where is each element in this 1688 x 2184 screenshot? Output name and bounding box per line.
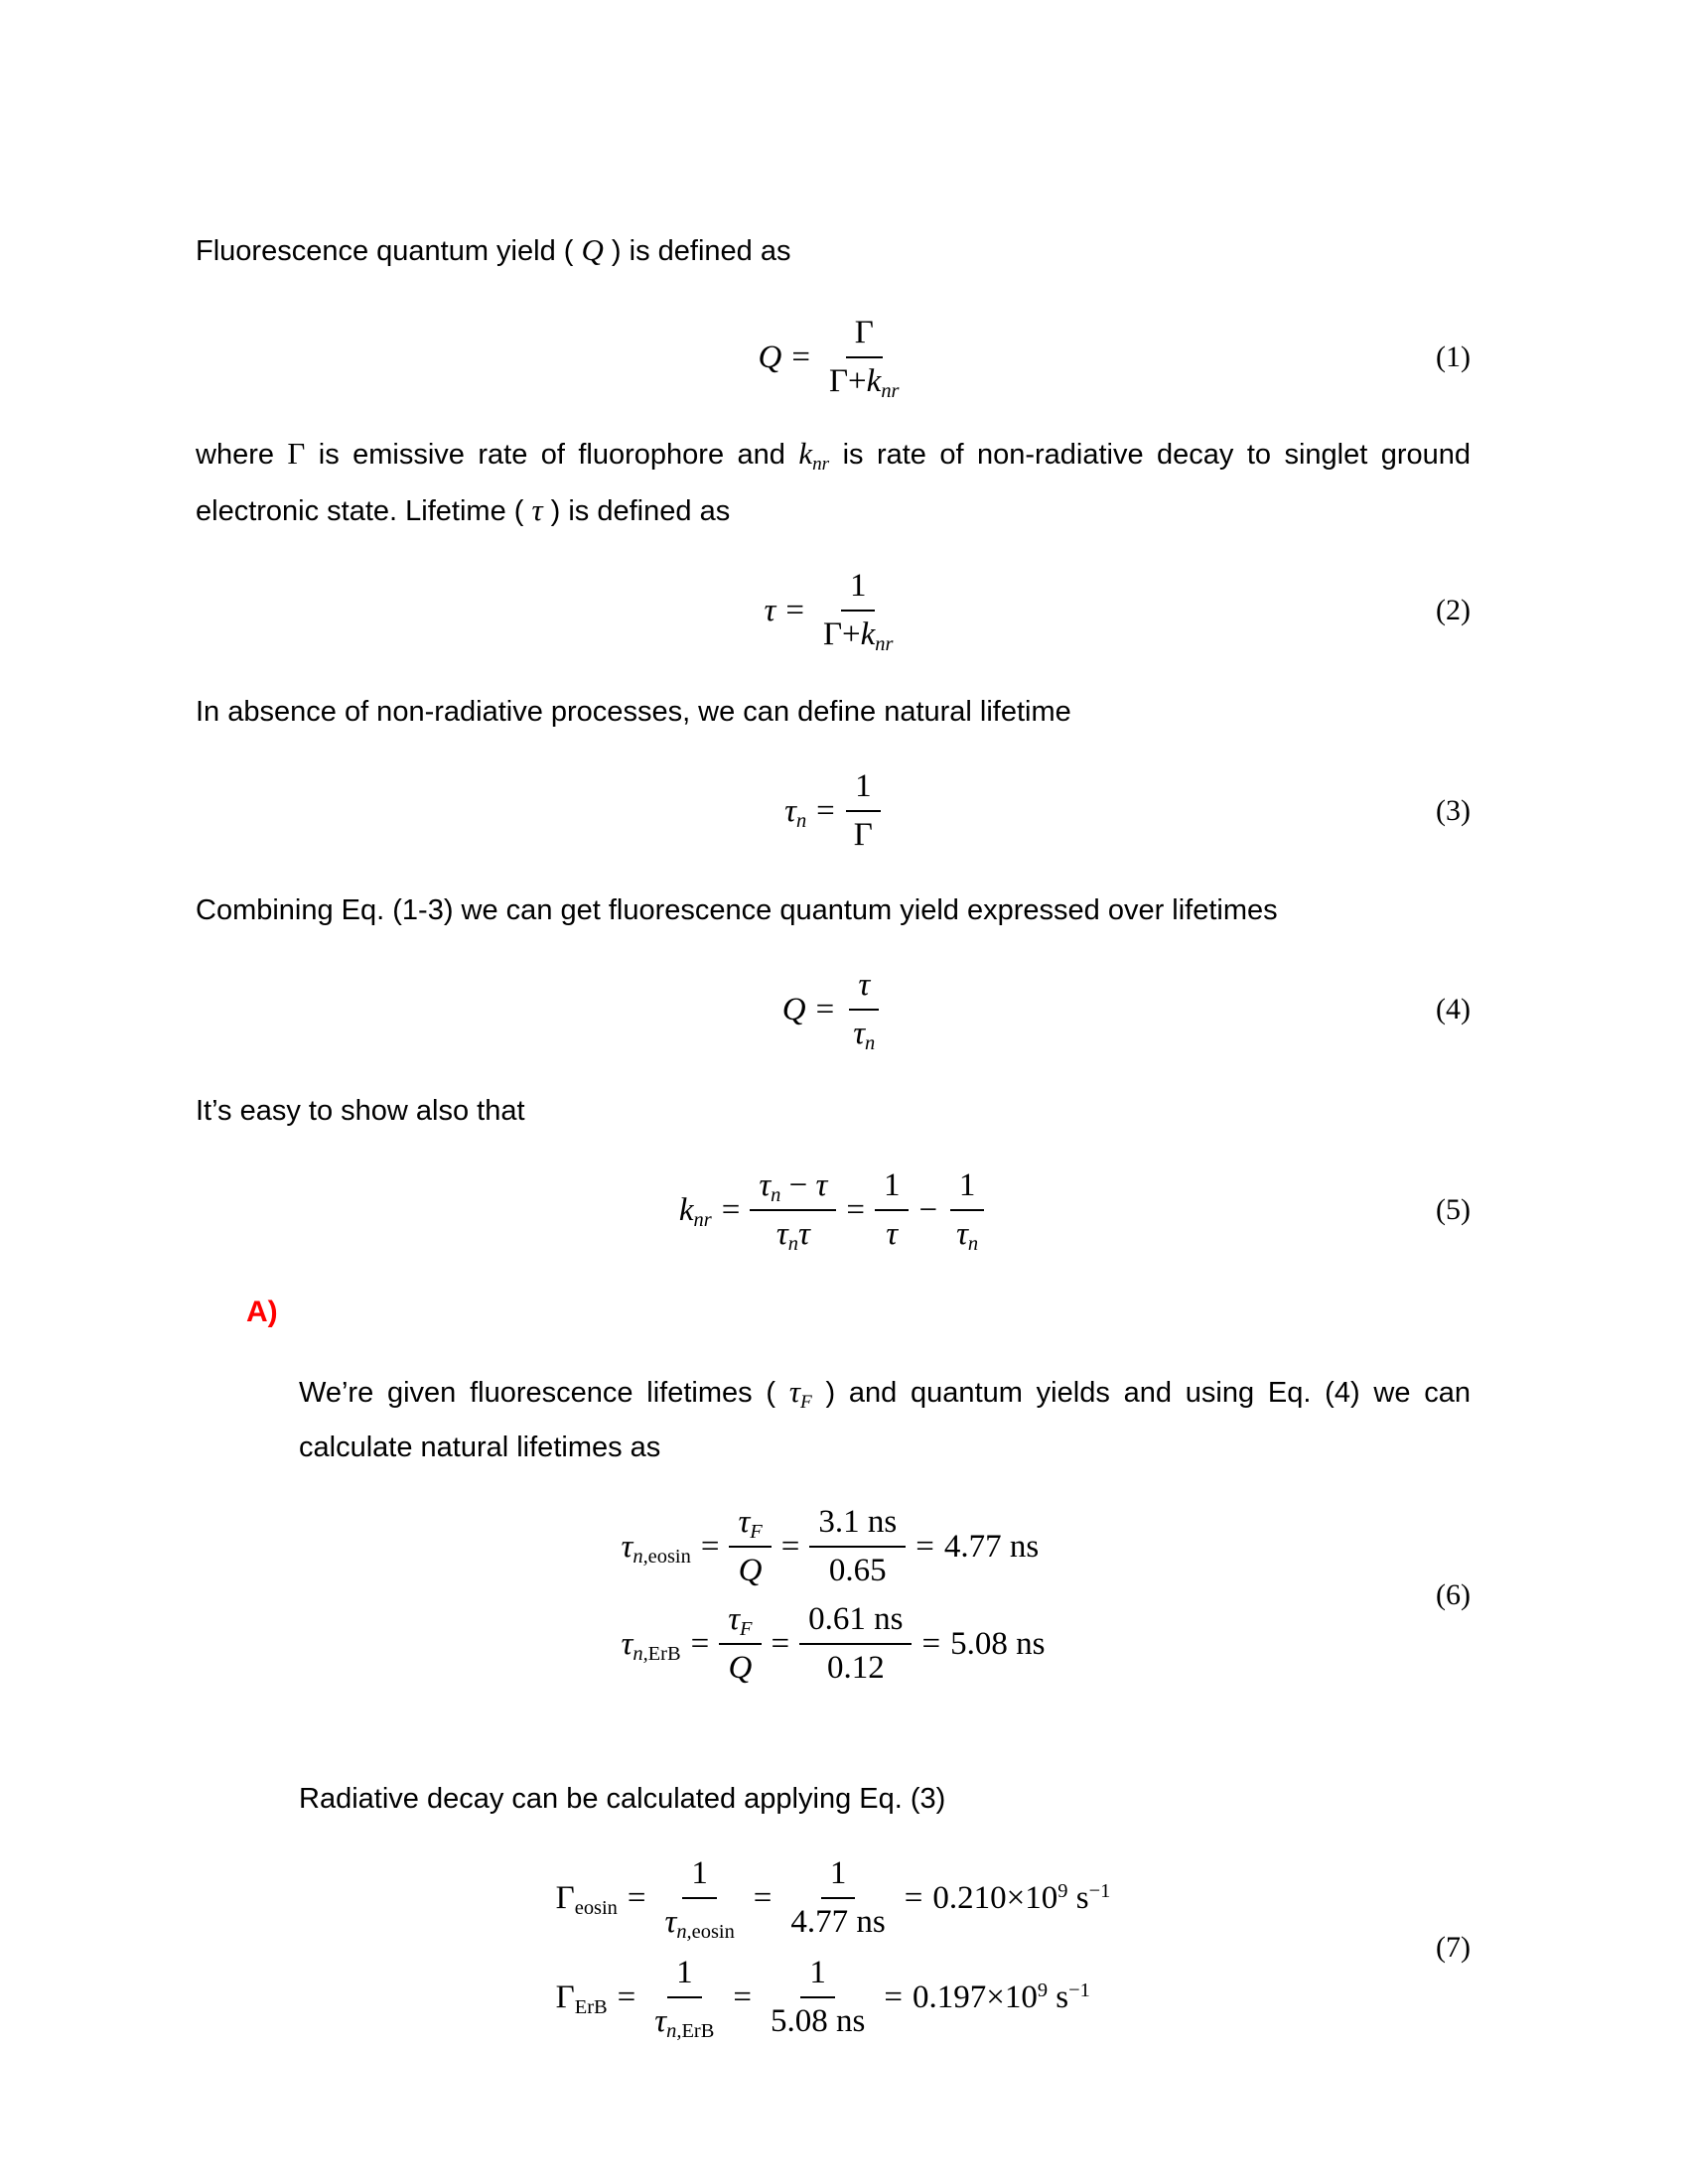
eq1-numerator: Γ xyxy=(846,315,883,358)
paragraph-combining: Combining Eq. (1-3) we can get fluorescence quantum yield expressed over lifetimes xyxy=(196,894,1278,926)
eq7l2-f2-numerator: 1 xyxy=(800,1955,835,1998)
eq7l1-equals-1: = xyxy=(627,1879,646,1916)
eq3-lhs xyxy=(784,793,806,830)
eq6l1-lhs-sub xyxy=(633,1546,690,1568)
eq5-k: k xyxy=(678,1191,694,1228)
equation-2 xyxy=(196,568,1471,656)
p2-text-3: is rate of non-radiative decay to singlet ground electronic state. Lifetime ( xyxy=(196,439,1471,527)
eq1-lhs: Q xyxy=(758,339,782,375)
p2-text-1: where xyxy=(196,439,288,471)
equation-7-stack xyxy=(555,1855,1111,2043)
eq7l2-result-unit: s xyxy=(1055,1979,1069,2015)
paragraph-radiative-decay: Radiative decay can be calculated applying Eq. (3) xyxy=(299,1783,946,1815)
eq7l1-gamma: Γ xyxy=(555,1879,575,1916)
eq7l2-equals-3: = xyxy=(884,1979,903,2015)
eq2-numerator: 1 xyxy=(841,568,876,612)
eq2-equals: = xyxy=(785,592,804,628)
eq7l2-fraction-2 xyxy=(762,1955,874,2040)
p2-text-4: ) is defined as xyxy=(542,495,731,527)
eq7l2-f1-den-sub xyxy=(666,2020,714,2042)
equation-7-line-1 xyxy=(555,1855,1111,1944)
eq6l1-lhs xyxy=(622,1529,691,1566)
eq7l2-f1-den-tau: τ xyxy=(654,2003,667,2039)
eq7l2-f1-denominator xyxy=(645,1998,723,2043)
equation-6-line-2 xyxy=(622,1601,1046,1687)
eq6l1-fraction-1 xyxy=(729,1504,771,1589)
eq7l1-f1-denominator xyxy=(656,1899,744,1944)
equation-7-line-2 xyxy=(555,1955,1090,2043)
eq7l1-result-unit-exp: −1 xyxy=(1088,1880,1111,1903)
eq7l1-lhs xyxy=(556,1880,618,1917)
eq6l2-f1-tau: τ xyxy=(728,1601,741,1637)
eq7l2-result-unit-exp: −1 xyxy=(1068,1979,1090,2002)
eq5-sub-nr: nr xyxy=(693,1208,712,1231)
eq6l2-equals-3: = xyxy=(921,1625,941,1662)
eq7l1-f1-den-sub-n: n, xyxy=(676,1921,692,1944)
equation-3 xyxy=(196,768,1471,854)
eq6l1-f2-denominator: 0.65 xyxy=(828,1553,887,1588)
eq2-denominator xyxy=(814,612,903,656)
eq6l2-f1-sub-F: F xyxy=(740,1618,753,1641)
eq7l1-f1-den-sub xyxy=(676,1921,734,1943)
eq5-equals-2: = xyxy=(846,1191,865,1228)
eq7l2-sub-erb: ErB xyxy=(574,1995,608,2018)
equation-4-number: (4) xyxy=(1436,993,1471,1025)
eq5-f3-den-sub-n: n xyxy=(967,1233,979,1256)
eq1-equals: = xyxy=(791,339,810,375)
equation-4-body xyxy=(781,967,885,1055)
eq7l1-result-unit: s xyxy=(1075,1879,1089,1916)
eq6l1-f1-numerator xyxy=(729,1504,771,1548)
knr-symbol xyxy=(798,436,830,475)
paragraph-easy-to-show: It’s easy to show also that xyxy=(196,1095,525,1127)
equation-3-number: (3) xyxy=(1436,794,1471,827)
p1-text-1: Fluorescence quantum yield ( xyxy=(196,235,582,267)
eq6l1-result: 4.77 ns xyxy=(943,1528,1040,1565)
paragraph-natural-lifetime: In absence of non-radiative processes, we can define natural lifetime xyxy=(196,696,1071,728)
eq5-f1-den-sub-n: n xyxy=(787,1233,798,1256)
eq6l2-lhs-sub xyxy=(633,1643,680,1665)
eq5-equals-1: = xyxy=(721,1191,741,1228)
eq6l1-sub-n: n, xyxy=(633,1545,648,1568)
eq7l2-f1-den-sub-n: n, xyxy=(666,2020,682,2043)
eq7l1-f1-numerator: 1 xyxy=(682,1855,717,1899)
eq4-denominator xyxy=(844,1011,884,1055)
eq5-f3-den-tau: τ xyxy=(956,1216,968,1252)
eq3-sub-n: n xyxy=(795,809,807,832)
equation-7-number: (7) xyxy=(1436,1931,1471,1964)
eq5-f2-numerator: 1 xyxy=(875,1167,910,1211)
equation-1-body xyxy=(758,315,908,403)
eq6l1-f1-sub-F: F xyxy=(750,1521,763,1544)
eq6l1-equals-1: = xyxy=(700,1528,720,1565)
eq7l1-f1-den-sub-eosin: eosin xyxy=(691,1921,735,1944)
p6-text-2: ) and quantum yields and using Eq. (4) we can calculate natural lifetimes as xyxy=(299,1377,1471,1463)
eq7l1-result-exp: 9 xyxy=(1057,1880,1068,1903)
eq6l2-fraction-2 xyxy=(799,1601,912,1687)
eq7l2-f1-den-sub-erb: ErB xyxy=(681,2020,715,2043)
p6-sub-F: F xyxy=(799,1391,812,1413)
eq5-f1-num-tau1: τ xyxy=(759,1167,772,1203)
eq7l1-equals-3: = xyxy=(904,1879,923,1916)
eq7l1-equals-2: = xyxy=(753,1879,773,1916)
eq5-fraction-2 xyxy=(875,1167,910,1253)
eq3-numerator: 1 xyxy=(846,768,881,812)
p6-text-1: We’re given fluorescence lifetimes ( xyxy=(299,1377,789,1409)
eq4-den-tau: τ xyxy=(853,1016,866,1051)
p1-text-2: ) is defined as xyxy=(603,235,791,267)
paragraph-part-a-intro xyxy=(299,1364,1471,1475)
eq7l2-result-exp: 9 xyxy=(1037,1979,1049,2002)
tauF-symbol xyxy=(788,1374,812,1413)
eq6l1-f1-denominator: Q xyxy=(738,1553,763,1588)
eq1-fraction xyxy=(820,315,909,403)
p6-tau: τ xyxy=(788,1374,800,1409)
eq6l2-f1-numerator xyxy=(719,1601,761,1645)
eq7l2-equals-2: = xyxy=(733,1979,752,2015)
eq2-lhs: τ xyxy=(764,592,776,628)
eq7l1-f2-denominator: 4.77 ns xyxy=(790,1904,886,1940)
eq1-den-k: k xyxy=(866,363,882,399)
eq5-f2-denominator: τ xyxy=(886,1216,899,1252)
eq5-f1-num-sub-n: n xyxy=(771,1184,781,1207)
eq1-den-gamma-plus: Γ+ xyxy=(828,363,867,399)
eq6l2-lhs xyxy=(622,1626,681,1663)
eq3-fraction xyxy=(845,768,882,854)
eq5-f1-den-tau2: τ xyxy=(797,1216,810,1252)
eq1-denominator xyxy=(820,358,909,403)
eq1-den-sub-nr: nr xyxy=(881,380,900,403)
eq5-fraction-3 xyxy=(947,1167,987,1256)
equation-5 xyxy=(196,1167,1471,1256)
equation-1 xyxy=(196,315,1471,403)
eq6l2-equals-2: = xyxy=(771,1625,790,1662)
eq5-fraction-1 xyxy=(750,1167,836,1256)
eq7l1-result xyxy=(932,1880,1110,1917)
eq7l2-equals-1: = xyxy=(617,1979,636,2015)
eq5-f1-minus: − xyxy=(788,1167,808,1203)
eq6l2-f2-denominator: 0.12 xyxy=(826,1650,885,1686)
eq3-denominator: Γ xyxy=(853,817,873,853)
eq5-f1-numerator xyxy=(750,1167,836,1211)
equation-5-number: (5) xyxy=(1436,1193,1471,1226)
eq7l1-f2-numerator: 1 xyxy=(821,1855,856,1899)
eq6l1-equals-2: = xyxy=(780,1528,800,1565)
eq7l1-f1-den-tau: τ xyxy=(664,1904,677,1940)
eq5-f3-denominator xyxy=(947,1211,987,1256)
eq6l1-tau: τ xyxy=(621,1528,633,1565)
equation-6 xyxy=(196,1504,1471,1687)
equation-5-body xyxy=(678,1167,987,1256)
eq5-f1-denominator xyxy=(768,1211,819,1256)
gamma-symbol: Γ xyxy=(287,436,306,471)
eq7l2-f2-denominator: 5.08 ns xyxy=(770,2003,866,2039)
eq3-equals: = xyxy=(816,792,835,829)
equation-6-stack xyxy=(622,1504,1046,1687)
eq6l1-fraction-2 xyxy=(809,1504,906,1589)
eq5-lhs xyxy=(679,1192,712,1229)
eq6l1-equals-3: = xyxy=(915,1528,934,1565)
paragraph-definitions xyxy=(196,426,1471,539)
eq7l2-result-base: 0.197×10 xyxy=(912,1979,1038,2015)
equation-1-number: (1) xyxy=(1436,341,1471,373)
eq7l2-result xyxy=(913,1979,1090,2016)
paragraph-intro-quantum-yield xyxy=(196,222,1471,279)
p2-text-2: is emissive rate of fluorophore and xyxy=(305,439,799,471)
eq6l1-f1-tau: τ xyxy=(738,1504,751,1540)
nr-subscript: nr xyxy=(812,453,830,475)
eq6l1-sub-eosin: eosin xyxy=(647,1545,691,1568)
eq4-fraction xyxy=(844,967,884,1055)
eq7l1-fraction-1 xyxy=(656,1855,744,1944)
eq6l2-f2-numerator: 0.61 ns xyxy=(799,1601,912,1645)
eq3-tau: τ xyxy=(784,792,796,829)
eq6l2-f1-denominator: Q xyxy=(728,1650,753,1686)
eq4-numerator: τ xyxy=(849,967,879,1011)
equation-6-number: (6) xyxy=(1436,1578,1471,1611)
eq6l2-equals-1: = xyxy=(690,1625,710,1662)
eq7l1-sub-eosin: eosin xyxy=(574,1896,618,1919)
eq2-den-k: k xyxy=(860,616,876,652)
k-symbol: k xyxy=(798,436,813,471)
eq7l2-gamma: Γ xyxy=(555,1979,575,2015)
eq6l2-result: 5.08 ns xyxy=(950,1625,1046,1662)
eq7l1-result-base: 0.210×10 xyxy=(932,1879,1058,1916)
section-label-a: A) xyxy=(246,1296,278,1328)
equation-7 xyxy=(196,1855,1471,2043)
eq7l2-fraction-1 xyxy=(645,1955,723,2043)
eq4-lhs: Q xyxy=(781,991,806,1027)
q-symbol: Q xyxy=(581,232,604,267)
eq4-den-sub-n: n xyxy=(865,1032,876,1055)
eq5-minus: − xyxy=(918,1191,938,1228)
eq2-den-gamma-plus: Γ+ xyxy=(822,616,861,652)
equation-2-number: (2) xyxy=(1436,594,1471,626)
equation-2-body xyxy=(764,568,903,656)
equation-3-body xyxy=(784,768,882,854)
tau-symbol: τ xyxy=(531,492,543,527)
eq4-equals: = xyxy=(815,991,835,1027)
eq5-f1-num-tau2: τ xyxy=(815,1167,828,1203)
eq7l2-f1-numerator: 1 xyxy=(667,1955,702,1998)
eq5-f3-numerator: 1 xyxy=(950,1167,985,1211)
eq2-den-sub-nr: nr xyxy=(875,633,894,656)
eq7l2-lhs xyxy=(556,1979,608,2016)
eq7l1-fraction-2 xyxy=(781,1855,894,1941)
eq6l2-fraction-1 xyxy=(719,1601,761,1687)
eq6l2-tau: τ xyxy=(621,1625,633,1662)
eq6l2-sub-erb: ErB xyxy=(647,1642,681,1665)
eq6l1-f2-numerator: 3.1 ns xyxy=(809,1504,906,1548)
equation-4 xyxy=(196,967,1471,1055)
eq2-fraction xyxy=(814,568,903,656)
eq5-f1-den-tau1: τ xyxy=(775,1216,788,1252)
eq6l2-sub-n: n, xyxy=(633,1642,648,1665)
equation-6-line-1 xyxy=(622,1504,1040,1589)
